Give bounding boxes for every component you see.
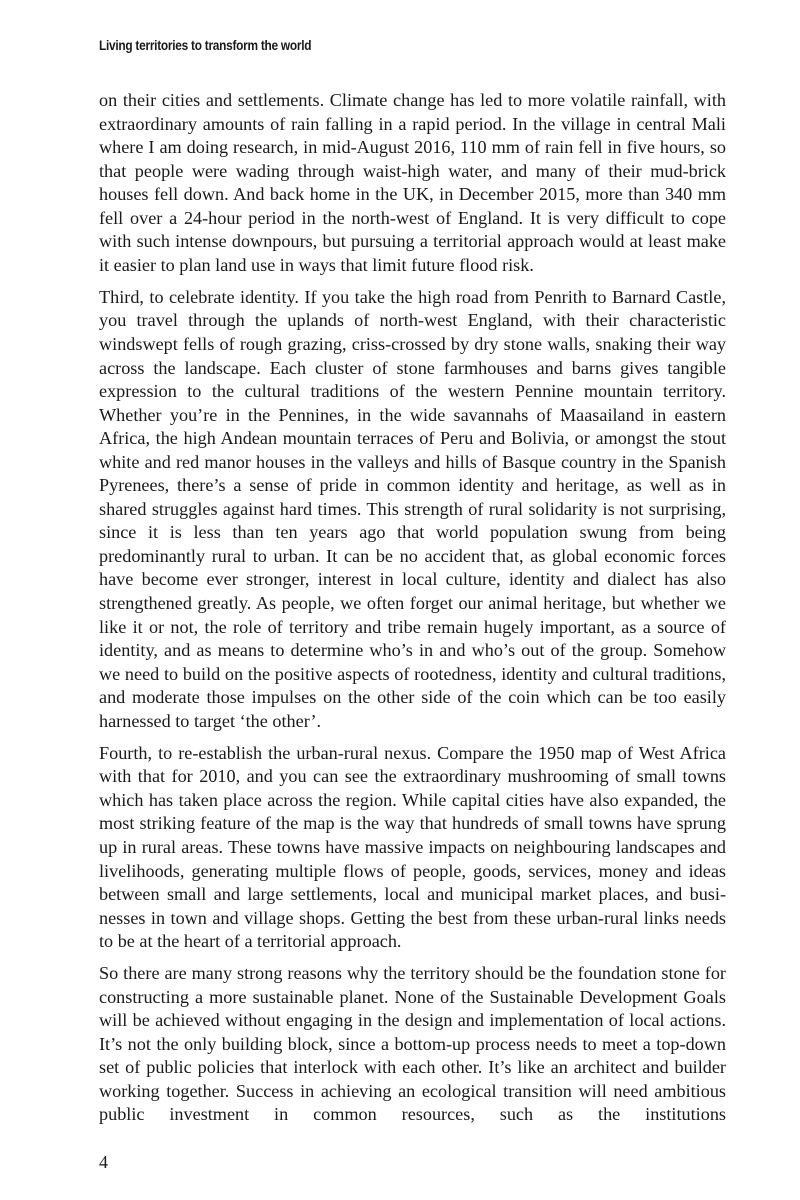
- paragraph-celebrate-identity: Third, to celebrate identity. If you take the high road from Penrith to Barnard Castle, you travel through the uplands of north-west England, with their characteristic windswept fells of rough grazing, criss-crossed by dry stone walls, snaking their way across the landscape. Each cluster of stone farmhouses and barns gives tangible expression to the cultural traditions of the western Pennine mountain territory. Whether you’re in the Pennines, in the wide savannahs of Maasailand in eastern Africa, the high Andean mountain terraces of Peru and Bolivia, or amongst the stout white and red manor houses in the valleys and hills of Basque country in the Spanish Pyrenees, there’s a sense of pride in common identity and heritage, as well as in shared struggles against hard times. This strength of rural solidarity is not surprising, since it is less than ten years ago that world population swung from being predominantly rural to urban. It can be no accident that, as global economic forces have become ever stronger, interest in local culture, identity and dialect has also strengthened greatly. As people, we often forget our animal heritage, but whether we like it or not, the role of territory and tribe remain hugely important, as a source of identity, and as means to determine who’s in and who’s out of the group. Somehow we need to build on the positive aspects of rootedness, identity and cultural traditions, and moderate those impulses on the other side of the coin which can be too easily harnessed to target ‘the other’.: [99, 286, 726, 731]
- page-number: 4: [99, 1152, 108, 1172]
- paragraph-foundation-stone: So there are many strong reasons why the territory should be the foundation stone for constructing a more sustainable planet. None of the Sustainable Development Goals will be achieved without engaging in the design and implementation of local actions. It’s not the only building block, since a bottom-up process needs to meet a top-down set of public policies that interlock with each other. It’s like an architect and builder working together. Success in achieving an ecological transition will need ambitious public investment in common resources, such as the institutions: [99, 963, 726, 1125]
- running-head: Living territories to transform the world: [99, 38, 312, 53]
- paragraph-flood-risk: on their cities and settlements. Climate change has led to more volatile rainfall, with extraordinary amounts of rain falling in a rapid period. In the village in central Mali where I am doing research, in mid-August 2016, 110 mm of rain fell in five hours, so that people were wading through waist-high water, and many of their mud-brick houses fell down. And back home in the UK, in December 2015, more than 340 mm fell over a 24-hour period in the north-west of England. It is very difficult to cope with such intense downpours, but pursuing a territorial approach would at least make it easier to plan land use in ways that limit future flood risk.: [99, 90, 726, 275]
- body-text: [99, 89, 726, 1136]
- paragraph-urban-rural-nexus: Fourth, to re-establish the urban-rural nexus. Compare the 1950 map of West Africa with that for 2010, and you can see the extraordinary mushrooming of small towns which has taken place across the region. While capital cities have also expanded, the most striking feature of the map is the way that hundreds of small towns have sprung up in rural areas. These towns have massive impacts on neighbouring landscapes and livelihoods, generating multiple flows of people, goods, services, money and ideas between small and large settlements, local and municipal market places, and businesses in town and village shops. Getting the best from these urban-rural links needs to be at the heart of a territorial approach.: [99, 742, 726, 952]
